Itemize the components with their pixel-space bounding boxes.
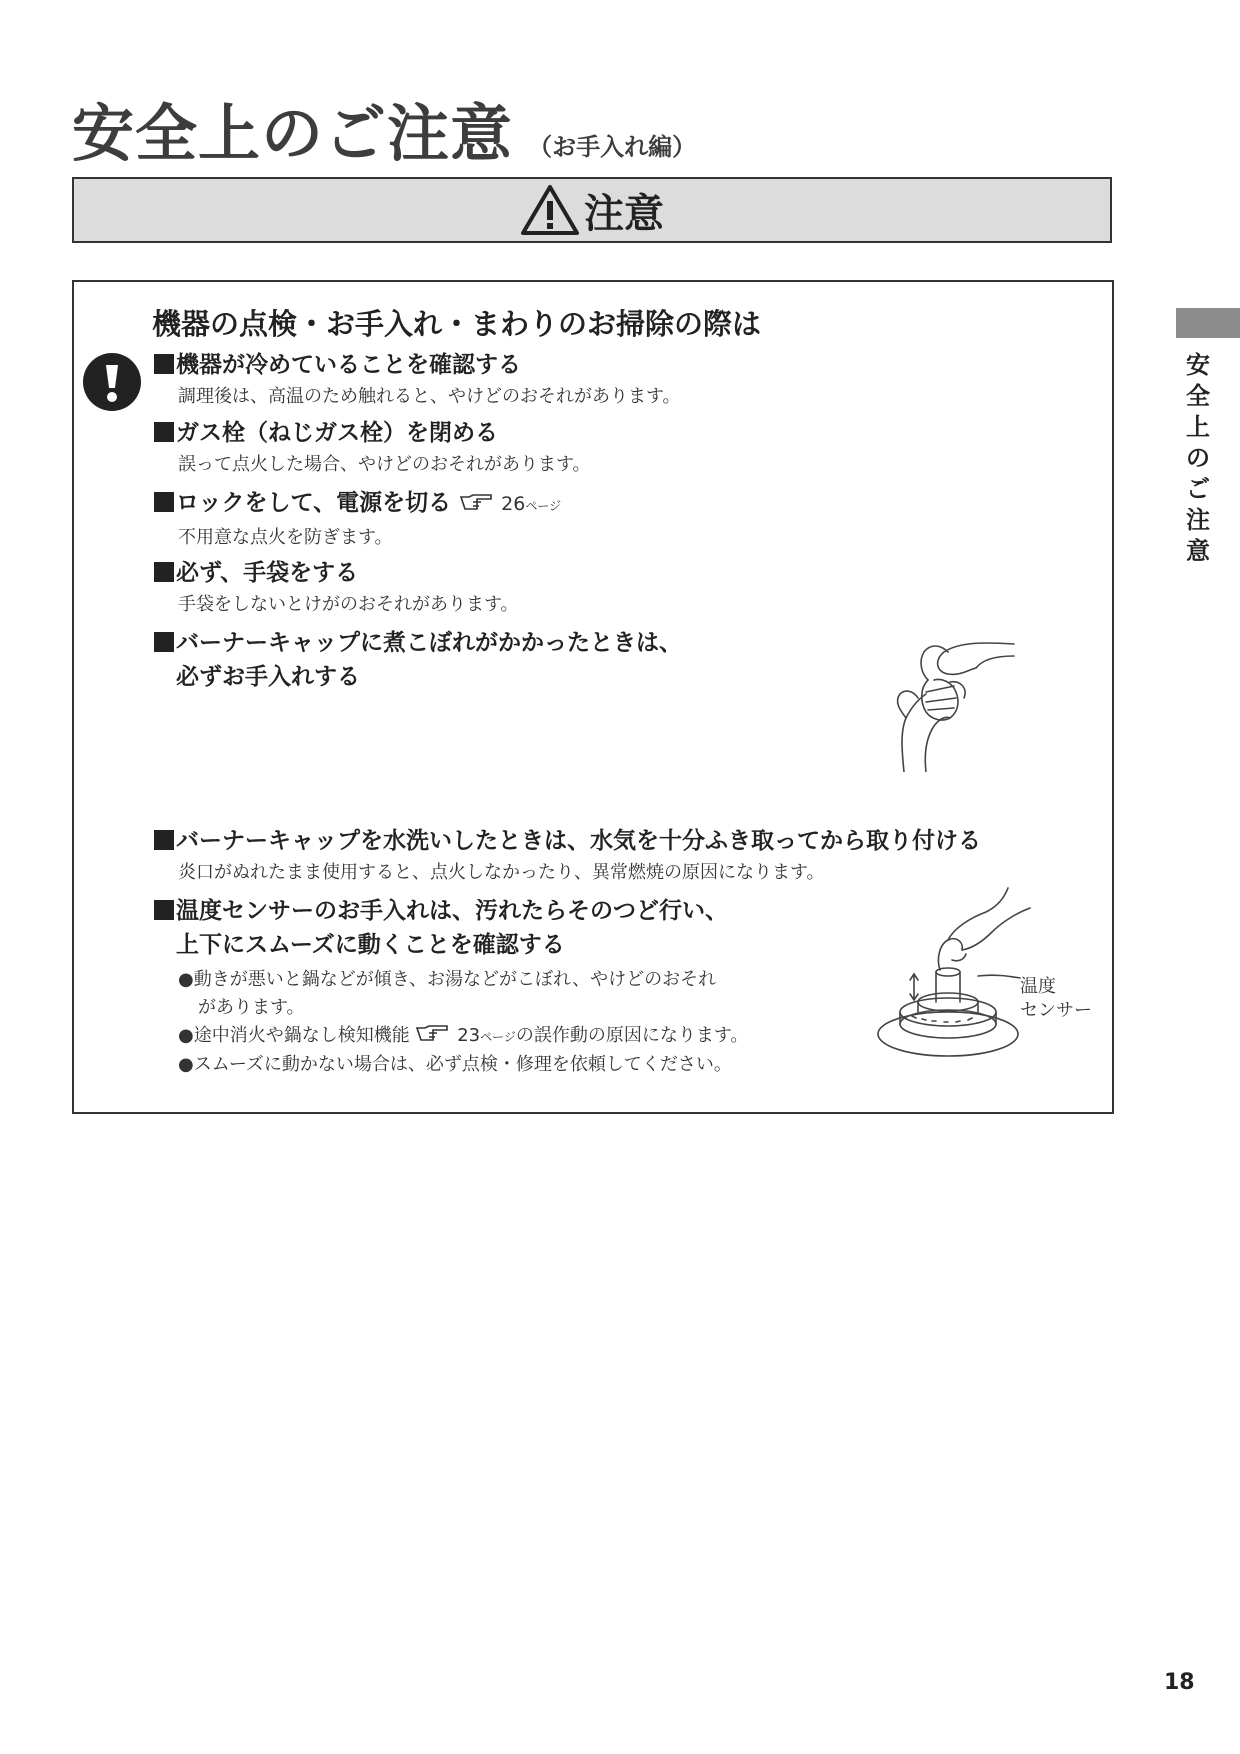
item-title: ガス栓（ねじガス栓）を閉める [176, 420, 498, 446]
bullet-item: ●途中消火や鍋なし検知機能 23ページの誤作動の原因になります。 [178, 1025, 749, 1046]
page-title-sub: （お手入れ編） [528, 133, 697, 161]
sensor-label-line2: センサー [1020, 1000, 1092, 1021]
page-ref-number: 26 [501, 493, 526, 515]
item-burner-cap-spill [154, 626, 682, 694]
item-title: ロックをして、電源を切る [176, 490, 452, 516]
bullet-item: ●スムーズに動かない場合は、必ず点検・修理を依頼してください。 [178, 1054, 732, 1075]
item-temperature-sensor [154, 894, 748, 1079]
caution-section [72, 280, 1114, 1114]
page-ref-unit: ページ [480, 1030, 516, 1044]
page-reference [459, 493, 561, 515]
item-title-line2: 上下にスムーズに動くことを確認する [176, 932, 565, 958]
item-title: バーナーキャップを水洗いしたときは、水気を十分ふき取ってから取り付ける [176, 828, 981, 854]
item-close-gas [154, 416, 591, 480]
pointing-hand-icon [459, 493, 495, 513]
sensor-label-line1: 温度 [1020, 976, 1056, 997]
item-title-line2: 必ずお手入れする [176, 664, 360, 690]
bullet-square-icon [154, 632, 174, 652]
item-body: 炎口がぬれたまま使用すると、点火しなかったり、異常燃焼の原因になります。 [178, 862, 825, 883]
page-number: 18 [1164, 1670, 1195, 1695]
item-body: 手袋をしないとけがのおそれがあります。 [178, 594, 519, 615]
item-body: 不用意な点火を防ぎます。 [178, 527, 393, 548]
bullet-list [178, 966, 748, 1079]
item-title: 温度センサーのお手入れは、汚れたらそのつど行い、 [176, 898, 728, 924]
section-heading: 機器の点検・お手入れ・まわりのお掃除の際は [152, 307, 762, 341]
page-title-main: 安全上のご注意 [72, 97, 514, 170]
caution-banner [72, 177, 1112, 243]
pointing-hand-icon [415, 1024, 451, 1044]
warning-triangle-icon [520, 183, 580, 237]
side-tab-label: 安 全 上 の ご 注 意 [1186, 351, 1210, 565]
bullet-item-continuation: があります。 [198, 997, 305, 1018]
item-title: 機器が冷めていることを確認する [176, 352, 521, 378]
item-gloves [154, 556, 519, 620]
item-title: 必ず、手袋をする [176, 560, 359, 586]
mandatory-action-icon [82, 352, 142, 412]
page-title [72, 84, 696, 173]
bullet-square-icon [154, 492, 174, 512]
side-tab-marker [1176, 308, 1240, 338]
caution-banner-label: 注意 [584, 190, 664, 237]
page-ref-number: 23 [457, 1025, 481, 1046]
hands-cleaning-burner-cap-illustration [864, 622, 1124, 772]
item-burner-cap-wash [154, 824, 981, 888]
item-cool-down [154, 348, 681, 412]
item-lock-power [154, 486, 561, 553]
item-title: バーナーキャップに煮こぼれがかかったときは、 [176, 630, 682, 656]
bullet-square-icon [154, 900, 174, 920]
bullet-square-icon [154, 354, 174, 374]
bullet-square-icon [154, 422, 174, 442]
item-body: 誤って点火した場合、やけどのおそれがあります。 [178, 454, 591, 475]
bullet-square-icon [154, 830, 174, 850]
bullet-item: ●動きが悪いと鍋などが傾き、お湯などがこぼれ、やけどのおそれ [178, 969, 717, 990]
item-body: 調理後は、高温のため触れると、やけどのおそれがあります。 [178, 386, 681, 407]
bullet-square-icon [154, 562, 174, 582]
page-ref-unit: ページ [525, 499, 562, 513]
